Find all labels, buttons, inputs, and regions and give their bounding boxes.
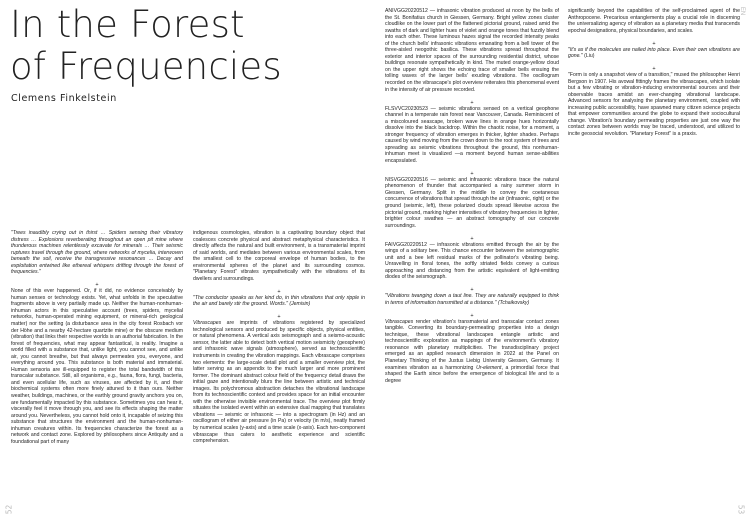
column-4 [568,8,740,138]
column-2 [193,230,365,445]
page-title [10,4,282,88]
section-divider: + [652,66,656,73]
block-quote [568,47,740,60]
vibrascape-entry: NISVGG20220516 — seismic and infrasonic vibrations trace the natural phenomenon of thunder that accompanied a rainy summer storm in Giessen, Germany. Split in the middle to convey the coetaneous concurrence of vibrations that spread through the air (infrasonic, right) or the ground (seismic, left), these polarized clouds spread likewise across the pictorial ground, marking higher intensities of vibratory frequencies in lighter, brighter colour swathes — an abstract tomography of our concrete surroundings. [385,176,559,229]
section-divider: + [277,288,281,295]
section-divider: + [470,287,474,294]
section-divider: + [470,170,474,177]
column-3 [385,8,559,384]
page-number-right: 53 [736,504,746,515]
vibrascapes-term: Vibrascapes [193,320,222,327]
right-page [375,0,750,516]
title-line-2: of Frequencies [10,45,282,88]
quote-source: (Liu) [582,53,595,60]
section-divider: + [470,312,474,319]
section-divider: + [95,282,99,289]
section-divider: + [470,99,474,106]
section-divider: + [277,314,281,321]
section-divider: + [652,40,656,47]
epigraph: "Trees inaudibly crying out in thirst … Spiders sensing their vibratory distress … Explosions reverberating throughout an open pit mine where thunderous machines relentlessly excavate for minerals … Their seismic ruptures travel through the ground, where networks of mycelia, interwoven beneath the soil, receive the transgressive resonances … Decay and exploitation entwined like ethereal whispers drifting through the forest of frequencies." [11,230,183,276]
vibrascapes-term: Vibrascapes [385,318,414,325]
body-paragraph: indigenous cosmologies, vibration is a captivating boundary object that coalesces concrete physical and abstract metaphysical characteristics. It directly affects the natural and built environment, is a transmaterial imprint of said worlds, and mediates between various environmental scales, from the smallest cell to the corporeal envelope of human bodies, to the environmental spheres of the planet and its surrounding cosmos. "Planetary Forest" vibrates sympathetically with the vibrations of its dwellers and surroundings. [193,230,365,282]
block-quote: "The conductor speaks as her kind do, in thin vibrations that only ripple in the air and barely stir the ground. Words." (Jemisin) [193,294,365,308]
page-number-left: 52 [4,504,14,515]
body-text: are imprints of vibrations registered by specialized technological sensors and produced by specific objects, physical entities, or natural phenomena. A vertical axis seismograph and a seismo-acoustic sensor, the latter able to detect both vertical motion seismicity (geosphere) and infrasonic wave signals (atmosphere), served as technoscientific instruments in creating the vibration mappings. Each vibrascape comprises two elements: the large-scale detail plot and a smaller overview plot, the latter serving as an appendix to the much larger and more prominent former. The dominant abstract colour field of the frequency detail draws the initial gaze and intentionally blurs the line between artistic and technical images. Its polychromous abstraction detaches the vibrational landscape from its technoscientific context and provides space for an initial encounter with the otherwise invisible environmental trace. The overview plot firmly situates the isolated event within an extensive dual mapping that translates vibrations — seismic or infrasonic — into a spectrogram (in Hz) and an oscillogram of either air pressure (in Pa) or velocity (in m/s), neatly framed by numerical scales (y-axis) and a time scale (x-axis). Each two-component vibrascape thus caters to aesthetic experience and scientific comprehension. [193,320,365,445]
vibrascape-entry: FAIVGG20220512 — infrasonic vibrations emitted through the air by the wings of a solitary bee. This chance encounter between the seismographic unit and a bee left residual marks of the pollinator's vibrating being. Unravelling in floral tones, the softly striated fields convey a curious approaching and distancing from the artistic equivalent of light-emitting diodes of the seismograph. [385,241,559,281]
quote-text: "It's as if the molecules are nailed into place. Even their own vibrations are gone." [568,46,740,60]
ur-element-term: Ur-element [476,364,502,371]
body-paragraph: significantly beyond the capabilities of the self-proclaimed agent of the Anthropocene. Precarious entanglements play a crucial role in discerning the universalizing agency of vibration as a planetary media that transcends epochal designations, physical boundaries, and scales. [568,8,740,34]
body-text: , a primordial force that shaped the Earth since before the emergence of biological life and to a degree [385,364,559,384]
column-1 [11,230,183,445]
body-paragraph: "Form is only a snapshot view of a transition," mused the philosopher Henri Bergson in 1907. His avowal fittingly frames the vibrascapes, which isolate but a few vibrating or vibration-inducing environmental sources and their observable traces amidst an ever-changing vibrational landscape. Advanced sensors for analysing the planetary environment, coupled with increasing public accessibility, have spawned many citizen science projects that empower communities around the globe to expand their sociocultural change. Vibration's boundary permeating properties are just one way the contact zones between worlds may be traced, understood, and utilized to incite geosocial revolution. "Planetary Forest" is a praxis. [568,72,740,137]
author-name: Clemens Finkelstein [11,93,117,104]
section-divider: + [470,235,474,242]
body-paragraph: None of this ever happened. Or, if it did, no evidence conceivably by human senses or technology exists. Yet, what unfolds in the speculative fragments above is very partially made up. Neither the human-nonhuman-inhuman actors in this speculative account (trees, spiders, mycelial networks, human-operated mining equipment, or mineral-rich geological matter) nor the setting (a disturbance area in the city forest Rosbach vor der Höhe and a nearby 42-hectare quartzite mine) or the obscure medium (vibration) that links their respective worlds is an authorial fabrication. In the forest of frequencies, what may appear fantastical, is reality. Imagine a world filled with a substance that, unlike light, you cannot see, and unlike air, you cannot breathe, but that always permeates you, everyone, and everything around you. This substance is both material and immaterial. Human sensoria are ill-equipped to register the total bandwidth of this transcalar substance. Still, all organisms, e.g., fauna, flora, fungi, bacteria, and even acellular life, such as viruses, are affected by it, and their biochemical systems often more finely attuned to it than ours. Neither weather, buildings, machines, or the earthly ground gravity anchors you on, are fundamentally impacted by this substance. Sometimes you can hear it, viscerally feel it move through you, and see its effects shaping the matter around you. Nevertheless, you cannot hold onto it, incapable of seizing this substance that structures the environment and the human-nonhuman-inhuman creatures within. Its frequencies characterize the forest as a network and contact zone. Explored by philosophers since Antiquity and a foundational part of many [11,288,183,445]
body-paragraph [385,319,559,384]
language-tag: EN [738,6,745,16]
title-line-1: In the Forest [10,3,245,46]
body-text: render vibration's transmaterial and transcalar contact zones tangible. Converting its boundary-permeating properties into a design technique, these vibrational landscapes entangle artistic and technoscientific exploration as mappings of the environment's vibratory resonance with planetary multiplicities. The transdisciplinary project emerged as an applied research dimension in 2022 at the Panel on Planetary Thinking of the Justus Liebig University Giessen, Germany. It examines vibration as a harmonizing [385,318,559,371]
vibrascape-entry: FLSVVC20230523 — seismic vibrations sensed on a vertical geophone channel in a temperate rain forest near Vancouver, Canada. Reminiscent of a miscoloured seascape, broken wave lines in orange hues horizontally dissolve into the black backdrop. Within the chaotic noise, for a moment, a stronger frequency of vibration emerges in thicker, lighter shades. Perhaps caused by wind moving from the crown down to the root system of trees and spreading as seismic vibrations throughout the ground, this nonhuman-inhuman meet is visualized —a moment beyond human sense-abilities encapsulated. [385,105,559,164]
vibrascape-entry: ANIVGG20220512 — infrasonic vibration produced at noon by the bells of the St. Bonifatius church in Giessen, Germany. Bright yellow zones cluster cloudlike on the lower part of the flattened pictorial ground, raised amid the swaths of dark and lighter hues of violet and orange tones that fuzzily blend into each other. These luminous hazes signal the recorded intensity peaks of the church bells' infrasonic vibrations emanating from a bell tower of the three-aisled neogothic basilica. These vibrations spread throughout the exterior and interior spaces of the surrounding residential district, whose buildings resonate sympathetically in kind. The muted orange-yellow cloud on the upper right shows the echoing trace of smaller bells ensuing the tolling waves of the larger bells' exuding vibrations. The oscillogram recorded on the vibrascape's plot overview reiterates this phenomenal event in the intensity of air pressure recorded. [385,8,559,93]
body-paragraph [193,320,365,444]
block-quote: "Vibrations twanging down a taut line. They are naturally equipped to think in terms of information transmitted at a distance." (Tchaikovsky) [385,293,559,306]
